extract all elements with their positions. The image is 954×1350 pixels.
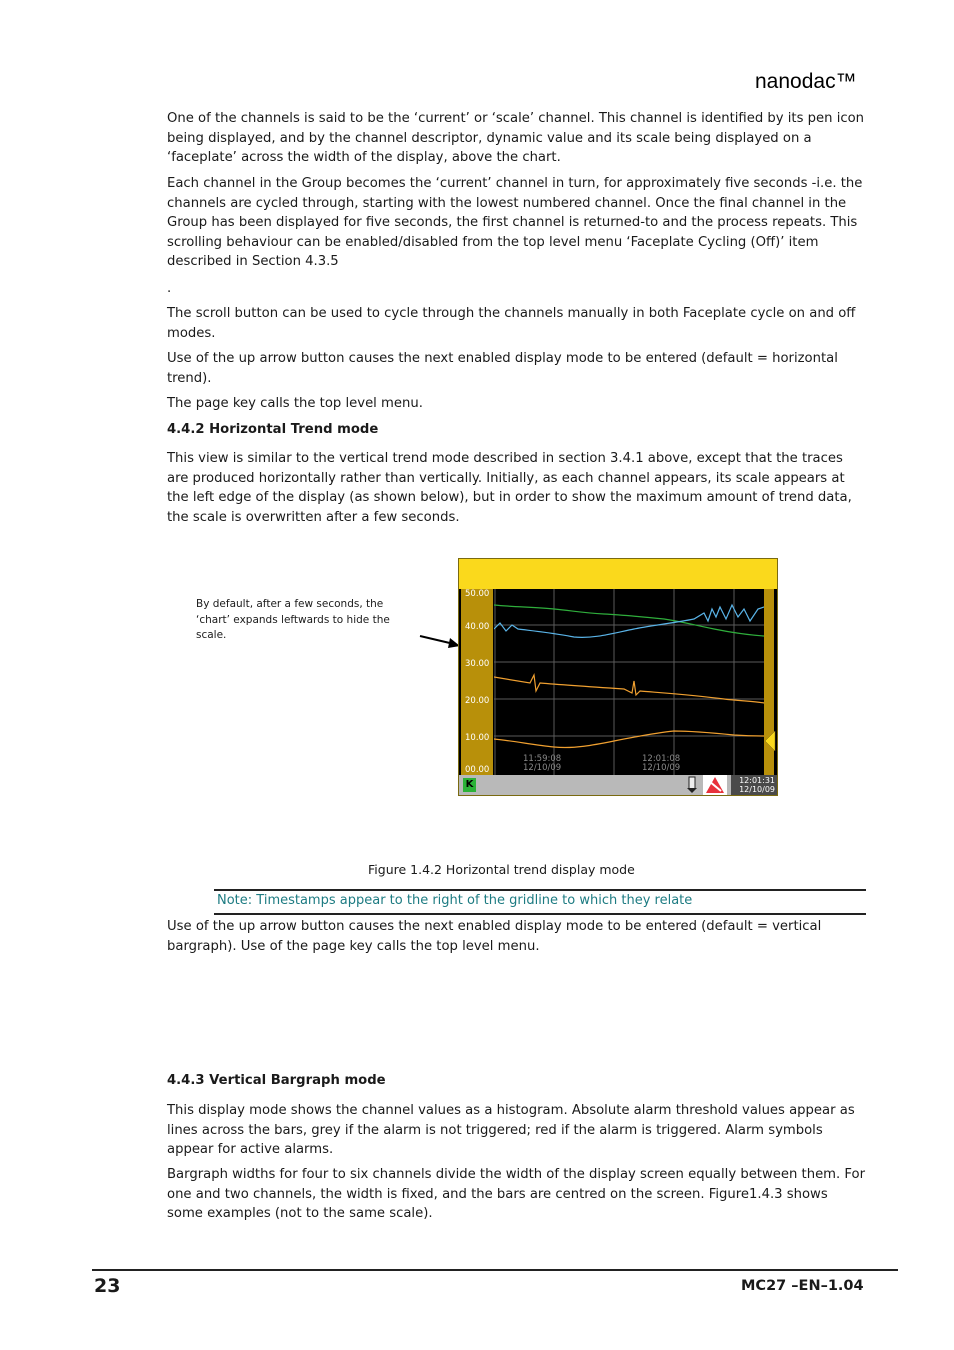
status-bar [459, 775, 777, 795]
figure-caption: Figure 1.4.2 Horizontal trend display mode [368, 862, 635, 877]
trend-display-screen [458, 558, 778, 796]
callout-arrow-icon [418, 632, 462, 652]
brand-title: nanodac™ [755, 70, 857, 93]
trend-chart-area [494, 589, 764, 775]
heading-horizontal-trend: 4.4.2 Horizontal Trend mode [167, 422, 379, 437]
heading-vertical-bargraph: 4.4.3 Vertical Bargraph mode [167, 1073, 386, 1088]
k-button[interactable]: K [463, 778, 476, 792]
note-text: Note: Timestamps appear to the right of the gridline to which they relate [217, 893, 693, 908]
paragraph-up-arrow-bargraph: Use of the up arrow button causes the next enabled display mode to be entered (default = vertical bargraph). Use of the page key calls the top level menu. [167, 919, 822, 954]
faceplate [459, 559, 777, 589]
clock-readout: 12:01:31 12/10/09 [731, 775, 777, 795]
memory-usage-icon [685, 776, 699, 794]
scale-tick: 50.00 [465, 589, 490, 599]
scale-bar [461, 589, 493, 775]
paragraph-current-channel: One of the channels is said to be the ‘current’ or ‘scale’ channel. This channel is identified by its pen icon being displayed, and by the channel descriptor, dynamic value and its scale being displayed on a ‘faceplate’ across the width of the display, above the chart. [167, 111, 865, 165]
paragraph-scroll-button: The scroll button can be used to cycle through the channels manually in both Faceplate cycle on and off modes. [167, 306, 856, 341]
paragraph-channel-cycling: Each channel in the Group becomes the ‘current’ channel in turn, for approximately five seconds -i.e. the channels are cycled through, starting with the lowest numbered channel. Once the final channel in the Group has been displayed for five seconds, the first channel is returned-to and the process repeats. This scrolling behaviour can be enabled/disabled from the top level menu ‘Faceplate Cycling (Off)’ item described in Section 4.3.5 [167, 176, 863, 269]
scale-tick: 30.00 [465, 659, 490, 669]
paragraph-bargraph-widths: Bargraph widths for four to six channels divide the width of the display screen equally between them. For one and two channels, the width is fixed, and the bars are centred on the screen. Figure1.4.3 shows some examples (not to the same scale). [167, 1167, 866, 1221]
figure-callout: By default, after a few seconds, the ‘chart’ expands leftwards to hide the scale. [196, 598, 390, 641]
paragraph-dot: . [167, 281, 172, 296]
document-code: MC27 –EN–1.04 [741, 1278, 864, 1294]
paragraph-horizontal-trend: This view is similar to the vertical trend mode described in section 3.4.1 above, except that the traces are produced horizontally rather than vertically. Initially, as each channel appears, its scale appears at the left edge of the display (as shown below), but in order to show the maximum amount of trend data, the scale is overwritten after a few seconds. [167, 451, 852, 525]
blue-trace [494, 605, 764, 637]
timestamp-1: 11:59:08 12/10/09 [523, 754, 562, 773]
scale-tick: 00.00 [465, 765, 490, 775]
channel-pointer-icon [765, 729, 777, 753]
paragraph-up-arrow: Use of the up arrow button causes the next enabled display mode to be entered (default = horizontal trend). [167, 351, 838, 386]
scale-tick: 40.00 [465, 622, 490, 632]
note-box [214, 889, 866, 915]
paragraph-bargraph-histogram: This display mode shows the channel values as a histogram. Absolute alarm threshold values appear as lines across the bars, grey if the alarm is not triggered; red if the alarm is triggered. Alarm symbols appear for active alarms. [167, 1103, 855, 1157]
paragraph-page-key: The page key calls the top level menu. [167, 396, 423, 411]
scale-tick: 20.00 [465, 696, 490, 706]
timestamp-2: 12:01:08 12/10/09 [642, 754, 681, 773]
page-number: 23 [94, 1275, 121, 1297]
orange-trace-lower [494, 731, 764, 748]
alarm-icon[interactable] [703, 775, 727, 795]
scale-tick: 10.00 [465, 733, 490, 743]
footer-rule [92, 1269, 898, 1271]
